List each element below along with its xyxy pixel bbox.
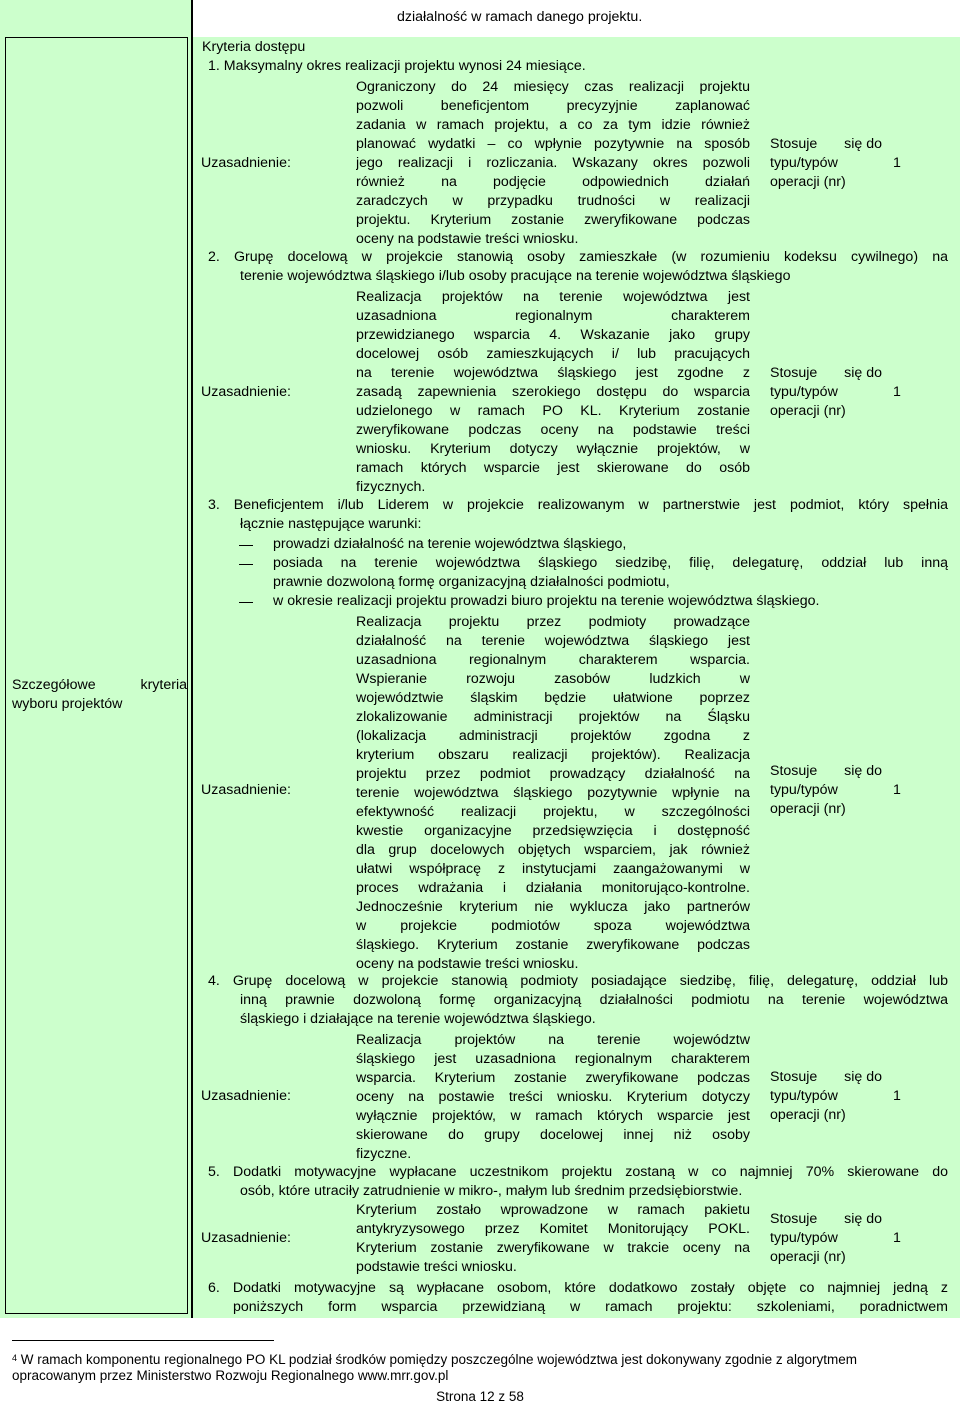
criterion-5-justification	[356, 1201, 750, 1277]
applies-to-line: typu/typów	[770, 1088, 838, 1104]
justification-line: na terenie województwa śląskiego jest zgodne z	[356, 365, 750, 381]
criterion-5-justification-row	[193, 1201, 960, 1277]
applies-to-word: się do	[844, 365, 882, 381]
criterion-4-justification	[356, 1031, 750, 1164]
justification-line: działalność na terenie województwa śląskiego jest	[356, 633, 750, 649]
criterion-5-header: 5. Dodatki motywacyjne wypłacane uczestnikom projektu zostaną w co najmniej 70% skierowane do	[208, 1164, 948, 1180]
operation-number: 1	[893, 1088, 901, 1104]
criterion-6-header: poniższych form wsparcia przewidzianą w ramach projektu: szkoleniami, poradnictwem	[233, 1299, 948, 1315]
criterion-4-header: 4. Grupę docelową w projekcie stanowią podmioty posiadające siedzibę, filię, delegaturę, oddział lub	[208, 973, 948, 989]
criterion-3-bullet: w okresie realizacji projektu prowadzi biuro projektu na terenie województwa śląskiego.	[273, 593, 820, 609]
criterion-2-header: terenie województwa śląskiego i/lub osoby pracujące na terenie województwa śląskiego	[240, 268, 791, 284]
justification-line: skierowane do grupy docelowej innej niż osoby	[356, 1127, 750, 1143]
continuation-text: działalność w ramach danego projektu.	[397, 9, 643, 25]
applies-to-cell	[770, 1210, 882, 1267]
justification-line: oceny na postawie treści wniosku. Kryterium dotyczy	[356, 1089, 750, 1105]
justification-label: Uzasadnienie:	[201, 384, 291, 400]
applies-to-line: typu/typów	[770, 155, 838, 171]
justification-line: podstawie treści wniosku.	[356, 1259, 517, 1275]
footnote-text: opracowanym przez Ministerstwo Rozwoju Regionalnego www.mrr.gov.pl	[12, 1368, 449, 1383]
justification-line: Kryterium zostanie zweryfikowane w trakcie oceny na	[356, 1240, 750, 1256]
footnote-separator	[12, 1340, 274, 1341]
justification-line: fizycznych.	[356, 479, 426, 495]
justification-line: wsparcia. Kryterium zostanie zweryfikowane podczas	[356, 1070, 750, 1086]
right-column	[193, 0, 960, 1318]
access-criteria-title: Kryteria dostępu	[202, 39, 306, 55]
justification-line: ułatwi współpracę z instytucjami zaangażowanymi w	[356, 861, 750, 877]
criterion-3-header: łącznie następujące warunki:	[240, 516, 422, 532]
continuation-cell	[193, 0, 960, 37]
justification-line: wniosku. Kryterium dotyczy wyłącznie projektów, w	[356, 441, 750, 457]
justification-line: Realizacja projektu przez podmioty prowadzące	[356, 614, 750, 630]
applies-to-word: Stosuje	[770, 136, 818, 152]
criterion-3-justification	[356, 613, 750, 974]
justification-line: w projekcie podmiotów spoza województwa	[356, 918, 750, 934]
justification-line: docelowej osób zamieszkujących i/ lub pracujących	[356, 346, 750, 362]
applies-to-cell	[770, 762, 882, 819]
criterion-3-bullet: prowadzi działalność na terenie województwa śląskiego,	[273, 536, 627, 552]
bullet-dash	[239, 545, 253, 546]
justification-label: Uzasadnienie:	[201, 155, 291, 171]
justification-line: proces wdrażania i działania monitorująco-kontrolne.	[356, 880, 750, 896]
bullet-dash	[239, 602, 253, 603]
justification-line: Realizacja projektów na terenie województwa jest	[356, 289, 750, 305]
applies-to-word: się do	[844, 1211, 882, 1227]
operation-number: 1	[893, 384, 901, 400]
operation-number: 1	[893, 782, 901, 798]
applies-to-line: operacji (nr)	[770, 1249, 846, 1265]
left-column-cell	[5, 37, 188, 1314]
justification-line: województwie śląskim będzie ułatwione poprzez	[356, 690, 750, 706]
criterion-5-header: osób, które utraciły zatrudnienie w mikro-, małym lub średnim przedsiębiorstwie.	[240, 1183, 743, 1199]
justification-line: ramach których wsparcie jest skierowane do osób	[356, 460, 750, 476]
section-label-word: Szczegółowe	[12, 677, 96, 693]
justification-line: oceny na podstawie treści wniosku.	[356, 956, 579, 972]
justification-line: uzasadniona regionalnym charakterem wsparcia.	[356, 652, 750, 668]
justification-line: planować wydatki – co wpłynie pozytywnie na sposób	[356, 136, 750, 152]
justification-line: terenie województwa śląskiego pozytywnie wpłynie na	[356, 785, 750, 801]
criterion-3-justification-row	[193, 611, 960, 970]
footnote-line	[12, 1352, 950, 1368]
justification-line: oceny na podstawie treści wniosku.	[356, 231, 579, 247]
justification-line: zlokalizowanie administracji projektów na Śląsku	[356, 709, 750, 725]
justification-line: zadania w ramach projektu, a co za tym idzie również	[356, 117, 750, 133]
applies-to-word: się do	[844, 1069, 882, 1085]
applies-to-line: operacji (nr)	[770, 403, 846, 419]
criterion-3-bullet: prawnie dozwoloną formę organizacyjną działalności podmiotu,	[273, 574, 670, 590]
criterion-2-justification-row	[193, 286, 960, 495]
justification-line: śląskiego jest uzasadniona regionalnym charakterem	[356, 1051, 750, 1067]
justification-line: fizyczne.	[356, 1146, 412, 1162]
justification-line: Kryterium zostało wprowadzone w ramach pakietu	[356, 1202, 750, 1218]
criterion-1-header: 1. Maksymalny okres realizacji projektu wynosi 24 miesiące.	[208, 58, 586, 74]
justification-line: Jednocześnie kryterium nie wyklucza jako partnerów	[356, 899, 750, 915]
criterion-4-justification-row	[193, 1029, 960, 1162]
justification-line: Wspieranie rozwoju zasobów ludzkich w	[356, 671, 750, 687]
justification-line: (lokalizacja administracji projektów zgodna z	[356, 728, 750, 744]
section-label-line: wyboru projektów	[12, 696, 123, 712]
applies-to-cell	[770, 135, 882, 192]
justification-label: Uzasadnienie:	[201, 782, 291, 798]
footnote-marker: 4	[12, 1353, 18, 1363]
left-column	[0, 0, 193, 1318]
criterion-3-header: 3. Beneficjentem i/lub Liderem w projekcie realizowanym w partnerstwie jest podmiot, który spełnia	[208, 497, 948, 513]
applies-to-cell	[770, 1068, 882, 1125]
justification-line: wyłącznie projektów, w ramach których wsparcie jest	[356, 1108, 750, 1124]
justification-line: śląskiego. Kryterium zostanie zweryfikowane podczas	[356, 937, 750, 953]
footnote-text: W ramach komponentu regionalnego PO KL podział środków pomiędzy poszczególne województwa jest dokonywany zgodnie z algorytmem	[17, 1352, 857, 1367]
justification-line: projektu przez podmiot prowadzący działalność na	[356, 766, 750, 782]
applies-to-word: Stosuje	[770, 763, 818, 779]
page-number: Strona 12 z 58	[436, 1389, 524, 1404]
applies-to-cell	[770, 364, 882, 421]
bullet-dash	[239, 564, 253, 565]
criterion-3-bullet: posiada na terenie województwa śląskiego siedzibę, filię, delegaturę, oddział lub inną	[273, 555, 948, 571]
justification-line: kwestie organizacyjne przedsięwzięcia i dostępność	[356, 823, 750, 839]
justification-line: Ograniczony do 24 miesięcy czas realizacji projektu	[356, 79, 750, 95]
criterion-1-justification-row	[193, 76, 960, 248]
justification-line: przewidzianego wsparcia 4. Wskazanie jako grupy	[356, 327, 750, 343]
justification-line: również na podjęcie odpowiednich działań	[356, 174, 750, 190]
justification-line: efektywność realizacji projektu, w szczególności	[356, 804, 750, 820]
justification-line: Realizacja projektów na terenie województw	[356, 1032, 750, 1048]
justification-line: dla grup docelowych objętych wsparciem, jak również	[356, 842, 750, 858]
justification-line: pozwoli beneficjentom precyzyjnie zaplanować	[356, 98, 750, 114]
applies-to-line: typu/typów	[770, 384, 838, 400]
applies-to-line: operacji (nr)	[770, 174, 846, 190]
justification-line: udzielonego w ramach PO KL. Kryterium zostanie	[356, 403, 750, 419]
criterion-4-header: inną prawnie dozwoloną formę organizacyjną działalności podmiotu na terenie województwa	[240, 992, 948, 1008]
applies-to-word: Stosuje	[770, 1069, 818, 1085]
applies-to-word: się do	[844, 136, 882, 152]
applies-to-line: typu/typów	[770, 782, 838, 798]
justification-line: jego realizacji i rozliczania. Wskazany okres pozwoli	[356, 155, 750, 171]
applies-to-line: operacji (nr)	[770, 1107, 846, 1123]
operation-number: 1	[893, 1230, 901, 1246]
justification-line: kryterium obszaru realizacji projektów). Realizacja	[356, 747, 750, 763]
justification-line: zasadą zapewnienia szerokiego dostępu do wsparcia	[356, 384, 750, 400]
criterion-2-justification	[356, 288, 750, 497]
applies-to-line: typu/typów	[770, 1230, 838, 1246]
section-label-word: kryteria	[140, 677, 187, 693]
applies-to-word: Stosuje	[770, 365, 818, 381]
criterion-6-header: 6. Dodatki motywacyjne są wypłacane osobom, które dodatkowo zostały objęte co najmniej jedną z	[208, 1280, 948, 1296]
justification-label: Uzasadnienie:	[201, 1088, 291, 1104]
justification-label: Uzasadnienie:	[201, 1230, 291, 1246]
section-label	[12, 676, 187, 714]
justification-line: uzasadniona regionalnym charakterem	[356, 308, 750, 324]
criterion-2-header: 2. Grupę docelową w projekcie stanowią osoby zamieszkałe (w rozumieniu kodeksu cywilnego) na	[208, 249, 948, 265]
justification-line: projektu. Kryterium zostanie zweryfikowane podczas	[356, 212, 750, 228]
applies-to-word: Stosuje	[770, 1211, 818, 1227]
criterion-4-header: śląskiego i działające na terenie województwa śląskiego.	[240, 1011, 596, 1027]
justification-line: antykryzysowego przez Komitet Monitorujący POKL.	[356, 1221, 750, 1237]
applies-to-word: się do	[844, 763, 882, 779]
operation-number: 1	[893, 155, 901, 171]
footnote	[12, 1352, 950, 1384]
justification-line: zaradczych w przypadku trudności w realizacji	[356, 193, 750, 209]
justification-line: zweryfikowane podczas oceny na podstawie treści	[356, 422, 750, 438]
criterion-1-justification	[356, 78, 750, 249]
applies-to-line: operacji (nr)	[770, 801, 846, 817]
